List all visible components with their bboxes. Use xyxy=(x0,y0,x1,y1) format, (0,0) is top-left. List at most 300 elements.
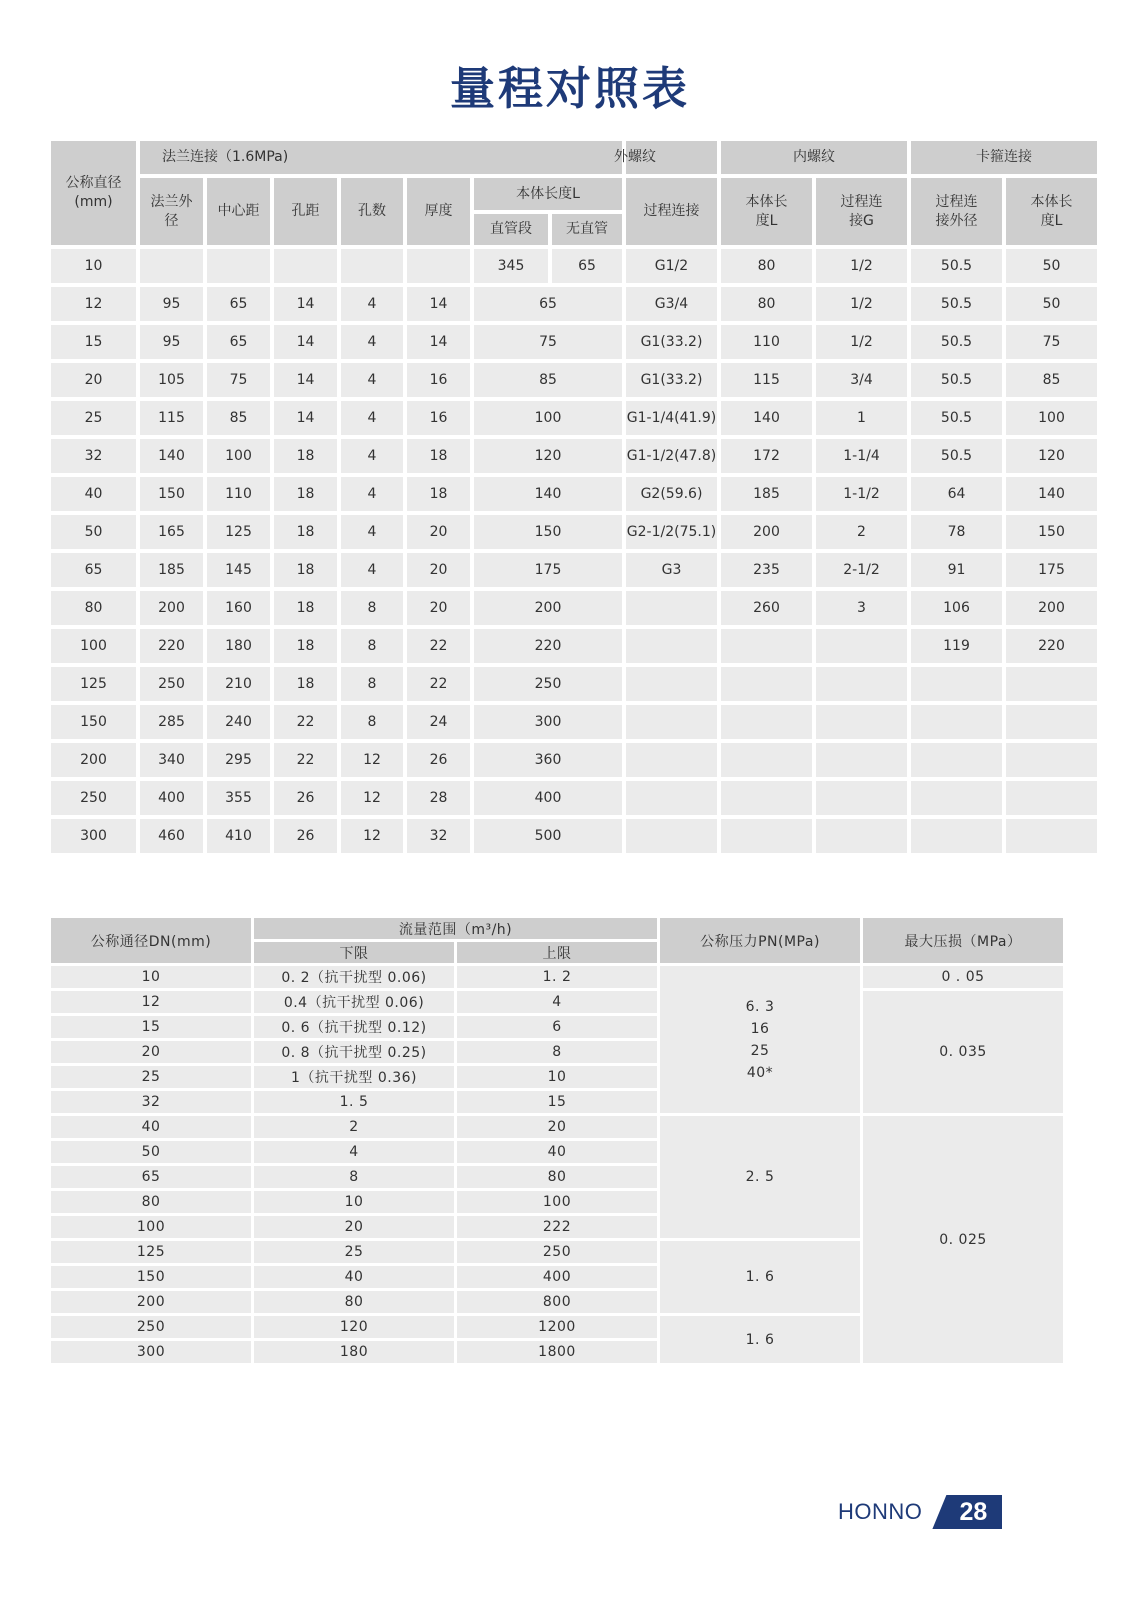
table-cell: 250 xyxy=(51,781,136,815)
table-cell xyxy=(626,705,717,739)
header-internal-body-length: 本体长度L xyxy=(721,178,812,245)
table-cell: 20 xyxy=(51,1041,251,1063)
table-row xyxy=(51,991,1063,1013)
pressure-value: 6. 3 xyxy=(745,998,775,1015)
table-row xyxy=(51,325,1097,359)
table-cell: 75 xyxy=(474,325,622,359)
table-cell: 240 xyxy=(207,705,270,739)
table-cell: 14 xyxy=(274,325,337,359)
table-cell: 32 xyxy=(51,1091,251,1113)
table-cell: 460 xyxy=(140,819,203,853)
table-cell: 200 xyxy=(474,591,622,625)
table-cell: 28 xyxy=(407,781,470,815)
table-cell: 165 xyxy=(140,515,203,549)
table-cell: 14 xyxy=(407,287,470,321)
table-cell: 250 xyxy=(140,667,203,701)
header-no-straight-pipe: 无直管 xyxy=(552,214,622,245)
table-row xyxy=(51,363,1097,397)
table-cell: 100 xyxy=(207,439,270,473)
header-internal-process-connection: 过程连接G xyxy=(816,178,907,245)
table-cell: 125 xyxy=(51,1241,251,1263)
table-cell: 150 xyxy=(1006,515,1097,549)
table-cell: 65 xyxy=(474,287,622,321)
table-cell: 26 xyxy=(274,819,337,853)
table-cell: 15 xyxy=(51,325,136,359)
table-row xyxy=(51,743,1097,777)
table-cell: 8 xyxy=(457,1041,657,1063)
table-cell: 95 xyxy=(140,325,203,359)
table-cell: 85 xyxy=(207,401,270,435)
table-cell xyxy=(274,249,337,283)
table-cell: 200 xyxy=(140,591,203,625)
table-cell xyxy=(626,819,717,853)
table-row xyxy=(51,667,1097,701)
table-cell: 150 xyxy=(140,477,203,511)
table-cell: 8 xyxy=(341,591,403,625)
table-cell: 80 xyxy=(254,1291,454,1313)
table-cell: 40 xyxy=(254,1266,454,1288)
table-cell: 18 xyxy=(407,477,470,511)
table-cell: 2 xyxy=(816,515,907,549)
table-cell: 150 xyxy=(51,705,136,739)
table-cell: 50.5 xyxy=(911,363,1002,397)
table-row xyxy=(51,477,1097,511)
connection-dimensions-table xyxy=(47,137,1101,857)
header-hole-distance: 孔距 xyxy=(274,178,337,245)
table-cell: G1(33.2) xyxy=(626,325,717,359)
table-cell: 355 xyxy=(207,781,270,815)
table-cell: 65 xyxy=(207,287,270,321)
header-flange-connection: 法兰连接（1.6MPa) xyxy=(140,141,622,174)
table-cell: G3 xyxy=(626,553,717,587)
table-cell: 120 xyxy=(1006,439,1097,473)
table-row xyxy=(51,553,1097,587)
table-cell: 20 xyxy=(254,1216,454,1238)
table-cell xyxy=(721,705,812,739)
table-cell: 14 xyxy=(274,287,337,321)
table-cell: 285 xyxy=(140,705,203,739)
table-cell: 32 xyxy=(407,819,470,853)
table-cell: 235 xyxy=(721,553,812,587)
table-cell: 140 xyxy=(140,439,203,473)
table-cell: 80 xyxy=(721,249,812,283)
table-cell: G1-1/2(47.8) xyxy=(626,439,717,473)
table-cell: 175 xyxy=(474,553,622,587)
table-cell: 10 xyxy=(51,966,251,988)
table-row xyxy=(51,591,1097,625)
table-cell: 4 xyxy=(341,325,403,359)
table-cell: 50 xyxy=(51,515,136,549)
header-upper-limit: 上限 xyxy=(457,942,657,963)
table-cell: 800 xyxy=(457,1291,657,1313)
table-cell: 300 xyxy=(51,1341,251,1363)
table-cell: 8 xyxy=(341,667,403,701)
table-cell xyxy=(140,249,203,283)
table-cell: 16 xyxy=(407,401,470,435)
table-cell xyxy=(816,743,907,777)
table-cell: 8 xyxy=(341,705,403,739)
table-cell: 115 xyxy=(140,401,203,435)
table-cell: 110 xyxy=(207,477,270,511)
table-cell: 50 xyxy=(1006,287,1097,321)
table-cell: 220 xyxy=(140,629,203,663)
pressure-value: 2. 5 xyxy=(745,1169,775,1185)
header-thickness: 厚度 xyxy=(407,178,470,245)
table-cell: 4 xyxy=(341,287,403,321)
table-cell: G2-1/2(75.1) xyxy=(626,515,717,549)
table-cell: 80 xyxy=(721,287,812,321)
table-cell: 15 xyxy=(51,1016,251,1038)
pressure-value: 1. 6 xyxy=(745,1269,775,1285)
table-cell: G3/4 xyxy=(626,287,717,321)
table-cell: 85 xyxy=(1006,363,1097,397)
table-cell: 1/2 xyxy=(816,287,907,321)
table-cell: 32 xyxy=(51,439,136,473)
table-cell: 150 xyxy=(51,1266,251,1288)
table-cell: 26 xyxy=(407,743,470,777)
table-cell: 22 xyxy=(407,667,470,701)
header-nominal-pressure: 公称压力PN(MPa) xyxy=(660,918,860,963)
table-cell: 50 xyxy=(1006,249,1097,283)
table-cell: 20 xyxy=(407,591,470,625)
table-cell xyxy=(207,249,270,283)
header-external-thread-label: 外螺纹 xyxy=(614,149,656,165)
table-cell xyxy=(721,629,812,663)
table-cell xyxy=(1006,667,1097,701)
pressure-value: 25 xyxy=(750,1042,770,1059)
table-cell: 200 xyxy=(51,743,136,777)
table-cell: 15 xyxy=(457,1091,657,1113)
table-row xyxy=(51,249,1097,283)
table-cell: 3/4 xyxy=(816,363,907,397)
table-cell: 340 xyxy=(140,743,203,777)
table-cell: 3 xyxy=(816,591,907,625)
table-cell: 50.5 xyxy=(911,439,1002,473)
table-cell: 1-1/2 xyxy=(816,477,907,511)
pressure-cell xyxy=(660,966,860,1113)
header-nominal-diameter: 公称直径(mm) xyxy=(51,141,136,245)
table-cell: 140 xyxy=(721,401,812,435)
table-cell: 250 xyxy=(457,1241,657,1263)
table-cell: 50 xyxy=(51,1141,251,1163)
table-cell: 16 xyxy=(407,363,470,397)
header-nominal-dn: 公称通径DN(mm) xyxy=(51,918,251,963)
table-cell: 140 xyxy=(474,477,622,511)
table-cell: 100 xyxy=(51,629,136,663)
table-cell: 4 xyxy=(341,477,403,511)
header-hole-count: 孔数 xyxy=(341,178,403,245)
flow-range-table xyxy=(48,915,1066,1366)
header-clamp-connection: 卡箍连接 xyxy=(911,141,1097,174)
table-cell: 145 xyxy=(207,553,270,587)
table-cell: 78 xyxy=(911,515,1002,549)
table-cell: 20 xyxy=(51,363,136,397)
table-cell: 12 xyxy=(341,781,403,815)
table-cell xyxy=(626,591,717,625)
table-cell: 210 xyxy=(207,667,270,701)
table-cell: 110 xyxy=(721,325,812,359)
table-cell: 1-1/4 xyxy=(816,439,907,473)
table-cell: 65 xyxy=(51,553,136,587)
table-cell xyxy=(721,819,812,853)
table-cell: 0.4（抗干扰型 0.06) xyxy=(254,991,454,1013)
table-cell: 24 xyxy=(407,705,470,739)
table-cell: 360 xyxy=(474,743,622,777)
table-cell: G1-1/4(41.9) xyxy=(626,401,717,435)
page-number-badge xyxy=(932,1495,1002,1529)
table-cell xyxy=(626,743,717,777)
page-number: 28 xyxy=(959,1498,988,1526)
table-cell: 4 xyxy=(341,401,403,435)
table-row xyxy=(51,287,1097,321)
table-cell: 12 xyxy=(51,287,136,321)
table-cell: 18 xyxy=(407,439,470,473)
table-cell xyxy=(1006,705,1097,739)
table-cell: 300 xyxy=(474,705,622,739)
table-row xyxy=(51,401,1097,435)
table-cell: 4 xyxy=(341,439,403,473)
table-cell: 250 xyxy=(51,1316,251,1338)
table-row xyxy=(51,1116,1063,1138)
max-loss-cell: 0. 035 xyxy=(863,991,1063,1113)
pressure-value: 40* xyxy=(746,1064,774,1081)
table-cell: 125 xyxy=(51,667,136,701)
table-cell: 18 xyxy=(274,667,337,701)
max-loss-cell: 0 . 05 xyxy=(863,966,1063,988)
header-center-distance: 中心距 xyxy=(207,178,270,245)
table-cell: 1800 xyxy=(457,1341,657,1363)
table-cell: 1（抗干扰型 0.36) xyxy=(254,1066,454,1088)
table-cell: 40 xyxy=(51,477,136,511)
table-row xyxy=(51,705,1097,739)
table-cell xyxy=(721,743,812,777)
table-cell: 1/2 xyxy=(816,325,907,359)
table-cell: 0. 6（抗干扰型 0.12) xyxy=(254,1016,454,1038)
header-lower-limit: 下限 xyxy=(254,942,454,963)
table-cell: 100 xyxy=(474,401,622,435)
header-clamp-body-length: 本体长度L xyxy=(1006,178,1097,245)
header-max-pressure-loss: 最大压损（MPa） xyxy=(863,918,1063,963)
table-cell xyxy=(816,629,907,663)
max-loss-cell: 0. 025 xyxy=(863,1116,1063,1363)
header-flange-outer-diameter: 法兰外径 xyxy=(140,178,203,245)
table-cell: 65 xyxy=(552,249,622,283)
table-cell: 12 xyxy=(51,991,251,1013)
table-cell: 295 xyxy=(207,743,270,777)
table-cell: 400 xyxy=(474,781,622,815)
table-cell: 18 xyxy=(274,553,337,587)
table-row xyxy=(51,515,1097,549)
table-cell xyxy=(911,743,1002,777)
table-cell xyxy=(911,667,1002,701)
table-cell: 260 xyxy=(721,591,812,625)
table-cell: 150 xyxy=(474,515,622,549)
table-cell: 4 xyxy=(457,991,657,1013)
header-clamp-outer-diameter: 过程连接外径 xyxy=(911,178,1002,245)
table-cell xyxy=(816,781,907,815)
table-cell: 172 xyxy=(721,439,812,473)
table-cell xyxy=(721,781,812,815)
table-cell xyxy=(911,781,1002,815)
brand-name: HONNO xyxy=(838,1499,923,1524)
table-cell: 14 xyxy=(274,363,337,397)
table-cell: 25 xyxy=(51,401,136,435)
table-row xyxy=(51,629,1097,663)
table-cell: 20 xyxy=(457,1116,657,1138)
table-cell: 8 xyxy=(341,629,403,663)
table-cell: 85 xyxy=(474,363,622,397)
table-cell: 1. 2 xyxy=(457,966,657,988)
table-cell: 222 xyxy=(457,1216,657,1238)
table-cell xyxy=(626,629,717,663)
table-cell: G2(59.6) xyxy=(626,477,717,511)
table-cell: 300 xyxy=(51,819,136,853)
table-cell: 180 xyxy=(207,629,270,663)
table-cell: 200 xyxy=(51,1291,251,1313)
header-process-connection: 过程连接 xyxy=(626,178,717,245)
table-cell xyxy=(1006,781,1097,815)
table-cell: 91 xyxy=(911,553,1002,587)
pressure-cell xyxy=(660,1116,860,1238)
table-cell: 50.5 xyxy=(911,249,1002,283)
table-cell xyxy=(626,781,717,815)
table-cell: 4 xyxy=(341,515,403,549)
table-cell xyxy=(816,819,907,853)
table-cell: 140 xyxy=(1006,477,1097,511)
table-cell: 18 xyxy=(274,439,337,473)
table-cell: 400 xyxy=(140,781,203,815)
table-cell: 10 xyxy=(457,1066,657,1088)
table-cell: G1(33.2) xyxy=(626,363,717,397)
table-cell: 119 xyxy=(911,629,1002,663)
table-cell: 20 xyxy=(407,553,470,587)
header-straight-section: 直管段 xyxy=(474,214,548,245)
page-footer xyxy=(838,1495,1002,1529)
table-cell: 120 xyxy=(474,439,622,473)
table-cell: 345 xyxy=(474,249,548,283)
table-cell: 65 xyxy=(51,1166,251,1188)
table-row xyxy=(51,819,1097,853)
table-cell: 18 xyxy=(274,477,337,511)
table-cell: 100 xyxy=(457,1191,657,1213)
table-cell: 18 xyxy=(274,591,337,625)
table-cell xyxy=(626,667,717,701)
table-cell: 100 xyxy=(1006,401,1097,435)
table-cell: 105 xyxy=(140,363,203,397)
table-cell: 25 xyxy=(51,1066,251,1088)
table-cell: 80 xyxy=(457,1166,657,1188)
table-cell: 80 xyxy=(51,1191,251,1213)
table-cell: 4 xyxy=(341,363,403,397)
table-cell: 400 xyxy=(457,1266,657,1288)
table-cell: 410 xyxy=(207,819,270,853)
table-cell: 12 xyxy=(341,743,403,777)
pressure-value: 1. 6 xyxy=(745,1331,775,1348)
table-cell: 115 xyxy=(721,363,812,397)
table-cell: 50.5 xyxy=(911,401,1002,435)
table-cell: 10 xyxy=(51,249,136,283)
table-cell: 12 xyxy=(341,819,403,853)
table-cell: 1 xyxy=(816,401,907,435)
table-cell: 0. 8（抗干扰型 0.25) xyxy=(254,1041,454,1063)
table-cell: 500 xyxy=(474,819,622,853)
table-cell: 40 xyxy=(51,1116,251,1138)
table-cell: 185 xyxy=(721,477,812,511)
table-cell xyxy=(721,667,812,701)
table-cell: G1/2 xyxy=(626,249,717,283)
table-cell: 14 xyxy=(407,325,470,359)
table-cell: 22 xyxy=(407,629,470,663)
table-cell: 185 xyxy=(140,553,203,587)
table-cell: 40 xyxy=(457,1141,657,1163)
table-cell: 2 xyxy=(254,1116,454,1138)
table-cell xyxy=(1006,743,1097,777)
page-title: 量程对照表 xyxy=(449,62,690,115)
table-cell: 1. 5 xyxy=(254,1091,454,1113)
table-cell: 200 xyxy=(721,515,812,549)
table-cell: 0. 2（抗干扰型 0.06) xyxy=(254,966,454,988)
table-cell: 26 xyxy=(274,781,337,815)
table-cell: 125 xyxy=(207,515,270,549)
table-cell: 200 xyxy=(1006,591,1097,625)
table-cell: 50.5 xyxy=(911,325,1002,359)
table-cell: 18 xyxy=(274,629,337,663)
pressure-cell xyxy=(660,1316,860,1363)
header-flow-range: 流量范围（m³/h) xyxy=(254,918,657,939)
table-cell: 22 xyxy=(274,743,337,777)
table-cell: 65 xyxy=(207,325,270,359)
table-cell: 64 xyxy=(911,477,1002,511)
table-cell: 25 xyxy=(254,1241,454,1263)
table-cell: 100 xyxy=(51,1216,251,1238)
table-cell: 80 xyxy=(51,591,136,625)
table-cell xyxy=(341,249,403,283)
table-cell: 20 xyxy=(407,515,470,549)
pressure-value: 16 xyxy=(750,1020,770,1037)
table-cell: 18 xyxy=(274,515,337,549)
table-cell: 106 xyxy=(911,591,1002,625)
table-row xyxy=(51,781,1097,815)
table-cell: 4 xyxy=(254,1141,454,1163)
table-cell: 75 xyxy=(207,363,270,397)
table-cell: 14 xyxy=(274,401,337,435)
table-cell: 220 xyxy=(474,629,622,663)
table-cell xyxy=(816,705,907,739)
table-cell: 95 xyxy=(140,287,203,321)
table-cell: 1200 xyxy=(457,1316,657,1338)
table-cell: 175 xyxy=(1006,553,1097,587)
table-cell xyxy=(911,705,1002,739)
table-cell: 6 xyxy=(457,1016,657,1038)
table-cell xyxy=(816,667,907,701)
table-cell xyxy=(407,249,470,283)
header-internal-thread: 内螺纹 xyxy=(721,141,907,174)
header-body-length: 本体长度L xyxy=(474,178,622,210)
table-cell xyxy=(911,819,1002,853)
pressure-cell xyxy=(660,1241,860,1313)
table-cell: 75 xyxy=(1006,325,1097,359)
table-cell: 2-1/2 xyxy=(816,553,907,587)
table-cell: 180 xyxy=(254,1341,454,1363)
table-cell: 250 xyxy=(474,667,622,701)
table-cell: 220 xyxy=(1006,629,1097,663)
header-external-thread xyxy=(614,141,717,174)
table-cell: 22 xyxy=(274,705,337,739)
table-cell: 50.5 xyxy=(911,287,1002,321)
table-cell: 1/2 xyxy=(816,249,907,283)
table-cell: 4 xyxy=(341,553,403,587)
table-cell: 160 xyxy=(207,591,270,625)
